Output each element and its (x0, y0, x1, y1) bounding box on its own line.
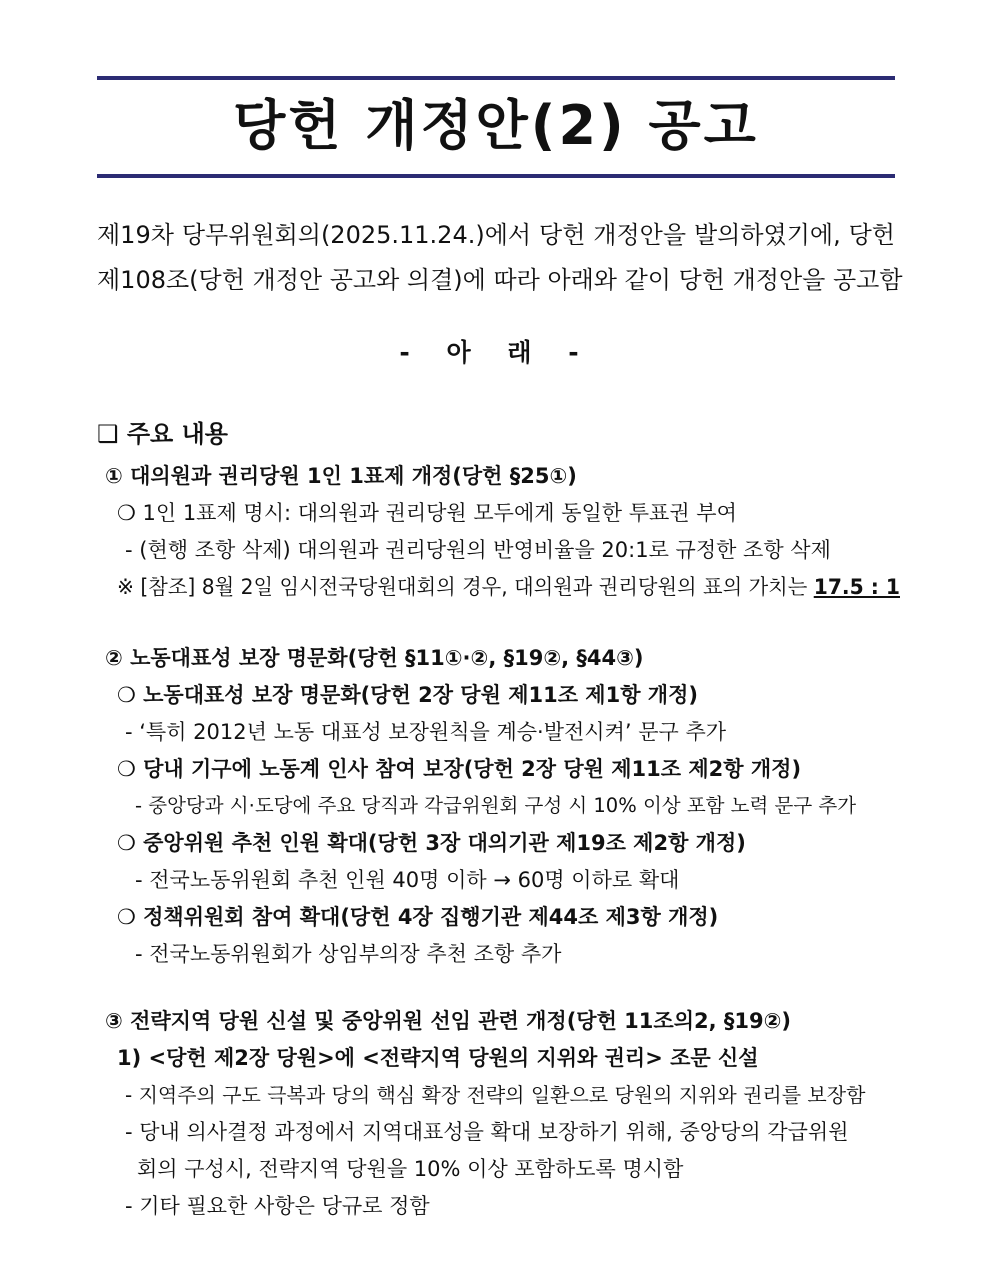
section-heading: ❑ 주요 내용 (97, 420, 228, 448)
item2-title: ② 노동대표성 보장 명문화(당헌 §11①·②, §19②, §44③) (105, 646, 644, 670)
item3-dash-3: - 기타 필요한 사항은 당규로 정함 (125, 1194, 430, 1218)
item3-dash-2: - 당내 의사결정 과정에서 지역대표성을 확대 보장하기 위해, 중앙당의 각급위원 (125, 1120, 849, 1144)
item2-dash-3: - 전국노동위원회 추천 인원 40명 이하 → 60명 이하로 확대 (135, 868, 680, 892)
top-rule (97, 76, 895, 80)
item3-dash-1: - 지역주의 구도 극복과 당의 핵심 확장 전략의 일환으로 당원의 지위와 권리를 보장함 (125, 1083, 866, 1107)
item2-bullet-4: ❍ 정책위원회 참여 확대(당헌 4장 집행기관 제44조 제3항 개정) (117, 905, 719, 929)
item2-bullet-1: ❍ 노동대표성 보장 명문화(당헌 2장 당원 제11조 제1항 개정) (117, 683, 698, 707)
item2-bullet-2: ❍ 당내 기구에 노동계 인사 참여 보장(당헌 2장 당원 제11조 제2항 개정) (117, 757, 802, 781)
item2-bullet-3: ❍ 중앙위원 추천 인원 확대(당헌 3장 대의기관 제19조 제2항 개정) (117, 831, 746, 855)
intro-line-1: 제19차 당무위원회의(2025.11.24.)에서 당헌 개정안을 발의하였기에, 당헌 (97, 221, 895, 249)
item2-dash-2: - 중앙당과 시·도당에 주요 당직과 각급위원회 구성 시 10% 이상 포함 노력 문구 추가 (135, 794, 857, 817)
item1-bullet: ❍ 1인 1표제 명시: 대의원과 권리당원 모두에게 동일한 투표권 부여 (117, 501, 737, 525)
item1-dash: - (현행 조항 삭제) 대의원과 권리당원의 반영비율을 20:1로 규정한 조항 삭제 (125, 538, 831, 562)
item3-subheading: 1) <당헌 제2장 당원>에 <전략지역 당원의 지위와 권리> 조문 신설 (117, 1046, 759, 1070)
bottom-rule (97, 174, 895, 178)
item2-dash-4: - 전국노동위원회가 상임부의장 추천 조항 추가 (135, 942, 562, 966)
document-title: 당헌 개정안(2) 공고 (233, 94, 759, 157)
item3-title: ③ 전략지역 당원 신설 및 중앙위원 선임 관련 개정(당헌 11조의2, §19②) (105, 1009, 791, 1033)
item1-note (117, 573, 900, 601)
item1-note-value: 17.5 : 1 (813, 575, 900, 599)
center-label: - 아 래 - (399, 338, 593, 367)
item3-dash-2-cont: 회의 구성시, 전략지역 당원을 10% 이상 포함하도록 명시함 (137, 1157, 684, 1181)
intro-line-2: 제108조(당헌 개정안 공고와 의결)에 따라 아래와 같이 당헌 개정안을 공고함 (97, 266, 903, 294)
item1-note-text: ※ [참조] 8월 2일 임시전국당원대회의 경우, 대의원과 권리당원의 표의 가치는 (117, 575, 814, 599)
item2-dash-1: - ‘특히 2012년 노동 대표성 보장원칙을 계승·발전시켜’ 문구 추가 (125, 720, 727, 744)
item1-title: ① 대의원과 권리당원 1인 1표제 개정(당헌 §25①) (105, 464, 577, 488)
